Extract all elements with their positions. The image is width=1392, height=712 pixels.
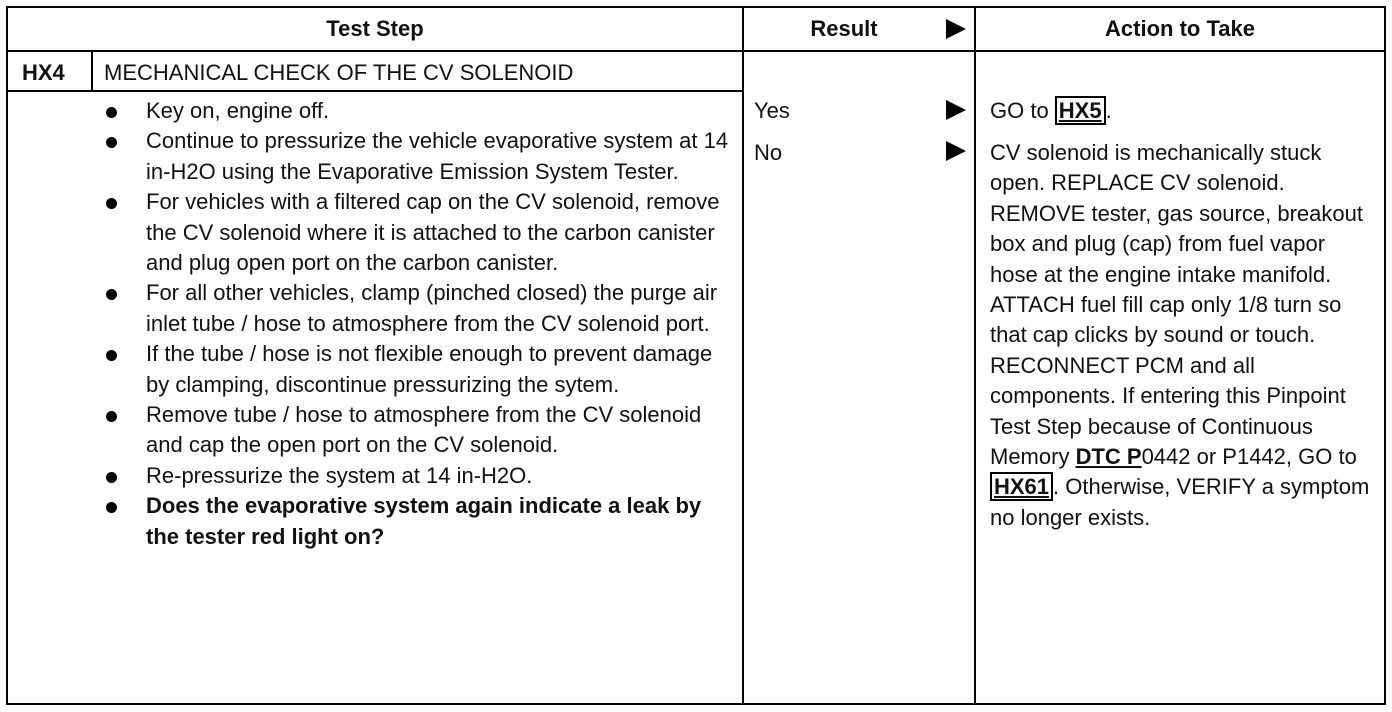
step-bullet-list <box>100 96 740 552</box>
action-no-text-3: . Otherwise, VERIFY a symptom no longer exists. <box>990 474 1370 530</box>
result-no-arrow-icon <box>946 141 966 161</box>
table-bottom-border <box>6 703 1386 705</box>
step-link-hx5[interactable]: HX5 <box>1055 96 1106 125</box>
step-bullet: Re-pressurize the system at 14 in-H2O. <box>100 461 740 491</box>
header-bottom-border <box>6 50 1386 52</box>
result-yes: Yes <box>754 98 790 123</box>
action-no-text-1: CV solenoid is mechanically stuck open. REPLACE CV solenoid. REMOVE tester, gas source, breakout box and plug (cap) from fuel vapor hose at the engine intake manifold. ATTACH fuel fill cap only 1/8 turn so that cap clicks by sound or touch. RECONNECT PCM and all components. If entering this Pinpoint Test Step because of Continuous Memory <box>990 140 1363 470</box>
step-link-hx61[interactable]: HX61 <box>990 472 1053 501</box>
header-result: Result <box>810 16 878 41</box>
column-divider-result <box>742 6 744 705</box>
action-yes <box>990 96 1375 126</box>
column-divider-action <box>974 6 976 705</box>
action-no <box>990 138 1375 533</box>
step-bullet: For all other vehicles, clamp (pinched closed) the purge air inlet tube / hose to atmosphere from the CV solenoid port. <box>100 278 740 339</box>
step-bullet: Key on, engine off. <box>100 96 740 126</box>
step-bullet: For vehicles with a filtered cap on the CV solenoid, remove the CV solenoid where it is attached to the carbon canister and plug open port on the carbon canister. <box>100 187 740 278</box>
step-bullet: Continue to pressurize the vehicle evaporative system at 14 in-H2O using the Evaporative Emission System Tester. <box>100 126 740 187</box>
table-left-border <box>6 6 8 705</box>
header-action: Action to Take <box>1105 16 1255 41</box>
step-bullet: If the tube / hose is not flexible enough to prevent damage by clamping, discontinue pressurizing the sytem. <box>100 339 740 400</box>
result-yes-arrow-icon <box>946 100 966 120</box>
action-yes-suffix: . <box>1105 98 1112 123</box>
step-id-divider <box>91 50 93 92</box>
result-no: No <box>754 140 783 165</box>
action-yes-prefix: GO to <box>990 98 1055 123</box>
step-id: HX4 <box>22 60 65 85</box>
header-arrow-icon <box>946 19 966 39</box>
action-no-text-2: 0442 or P1442, GO to <box>1141 444 1357 470</box>
table-top-border <box>6 6 1386 8</box>
table-right-border <box>1384 6 1386 705</box>
header-test-step: Test Step <box>326 16 424 41</box>
step-title: MECHANICAL CHECK OF THE CV SOLENOID <box>104 60 574 85</box>
step-bullet: Remove tube / hose to atmosphere from the CV solenoid and cap the open port on the CV solenoid. <box>100 400 740 461</box>
step-title-bottom-border <box>6 90 744 92</box>
step-question: Does the evaporative system again indicate a leak by the tester red light on? <box>100 491 740 552</box>
dtc-reference: DTC P <box>1075 444 1142 470</box>
